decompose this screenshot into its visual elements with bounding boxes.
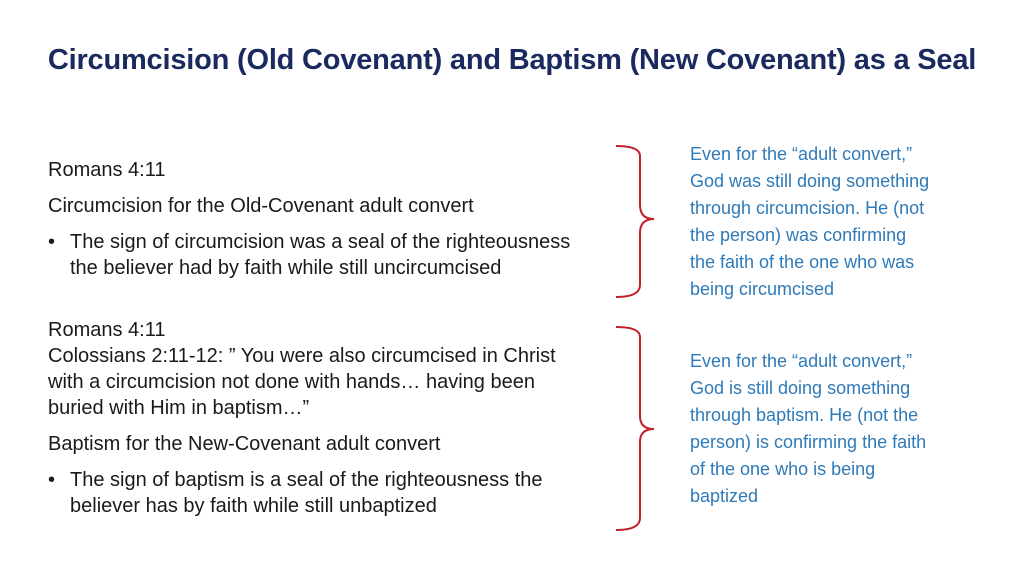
note-line: Even for the “adult convert,” (690, 351, 913, 371)
right-brace-icon (616, 146, 654, 297)
note-line: being circumcised (690, 279, 835, 299)
slide-title: Circumcision (Old Covenant) and Baptism (New Covenant) as a Seal (47, 44, 977, 76)
bullet-text-line: the believer had by faith while still uncircumcised (70, 257, 502, 279)
bullet-text-line: The sign of baptism is a seal of the righteousness the (70, 469, 543, 491)
note-line: God was still doing something (690, 171, 930, 191)
right-brace-icon (616, 327, 654, 530)
note-baptism (690, 348, 990, 510)
note-line: through circumcision. He (not (690, 198, 925, 218)
bullet-text-line: The sign of circumcision was a seal of the righteousness (70, 231, 571, 253)
note-line: baptized (690, 486, 759, 506)
note-line: of the one who is being (690, 459, 876, 479)
quote-line: with a circumcision not done with hands… having been (48, 371, 535, 393)
quote-line: buried with Him in baptism…” (48, 397, 310, 419)
section-heading: Baptism for the New-Covenant adult convert (48, 433, 441, 455)
note-line: the person) was confirming (690, 225, 907, 245)
note-line: person) is confirming the faith (690, 432, 927, 452)
note-line: through baptism. He (not the (690, 405, 919, 425)
note-circumcision (690, 141, 990, 303)
bullet-icon: • (48, 469, 56, 491)
bullet-icon: • (48, 231, 56, 253)
section-heading: Circumcision for the Old-Covenant adult convert (48, 195, 474, 217)
bullet-text-line: believer has by faith while still unbaptized (70, 495, 437, 517)
scripture-reference: Romans 4:11 (48, 159, 166, 181)
note-line: the faith of the one who was (690, 252, 915, 272)
note-line: Even for the “adult convert,” (690, 144, 913, 164)
scripture-reference: Romans 4:11 (48, 319, 166, 341)
note-line: God is still doing something (690, 378, 911, 398)
quote-line: Colossians 2:11-12: ” You were also circumcised in Christ (48, 345, 556, 367)
